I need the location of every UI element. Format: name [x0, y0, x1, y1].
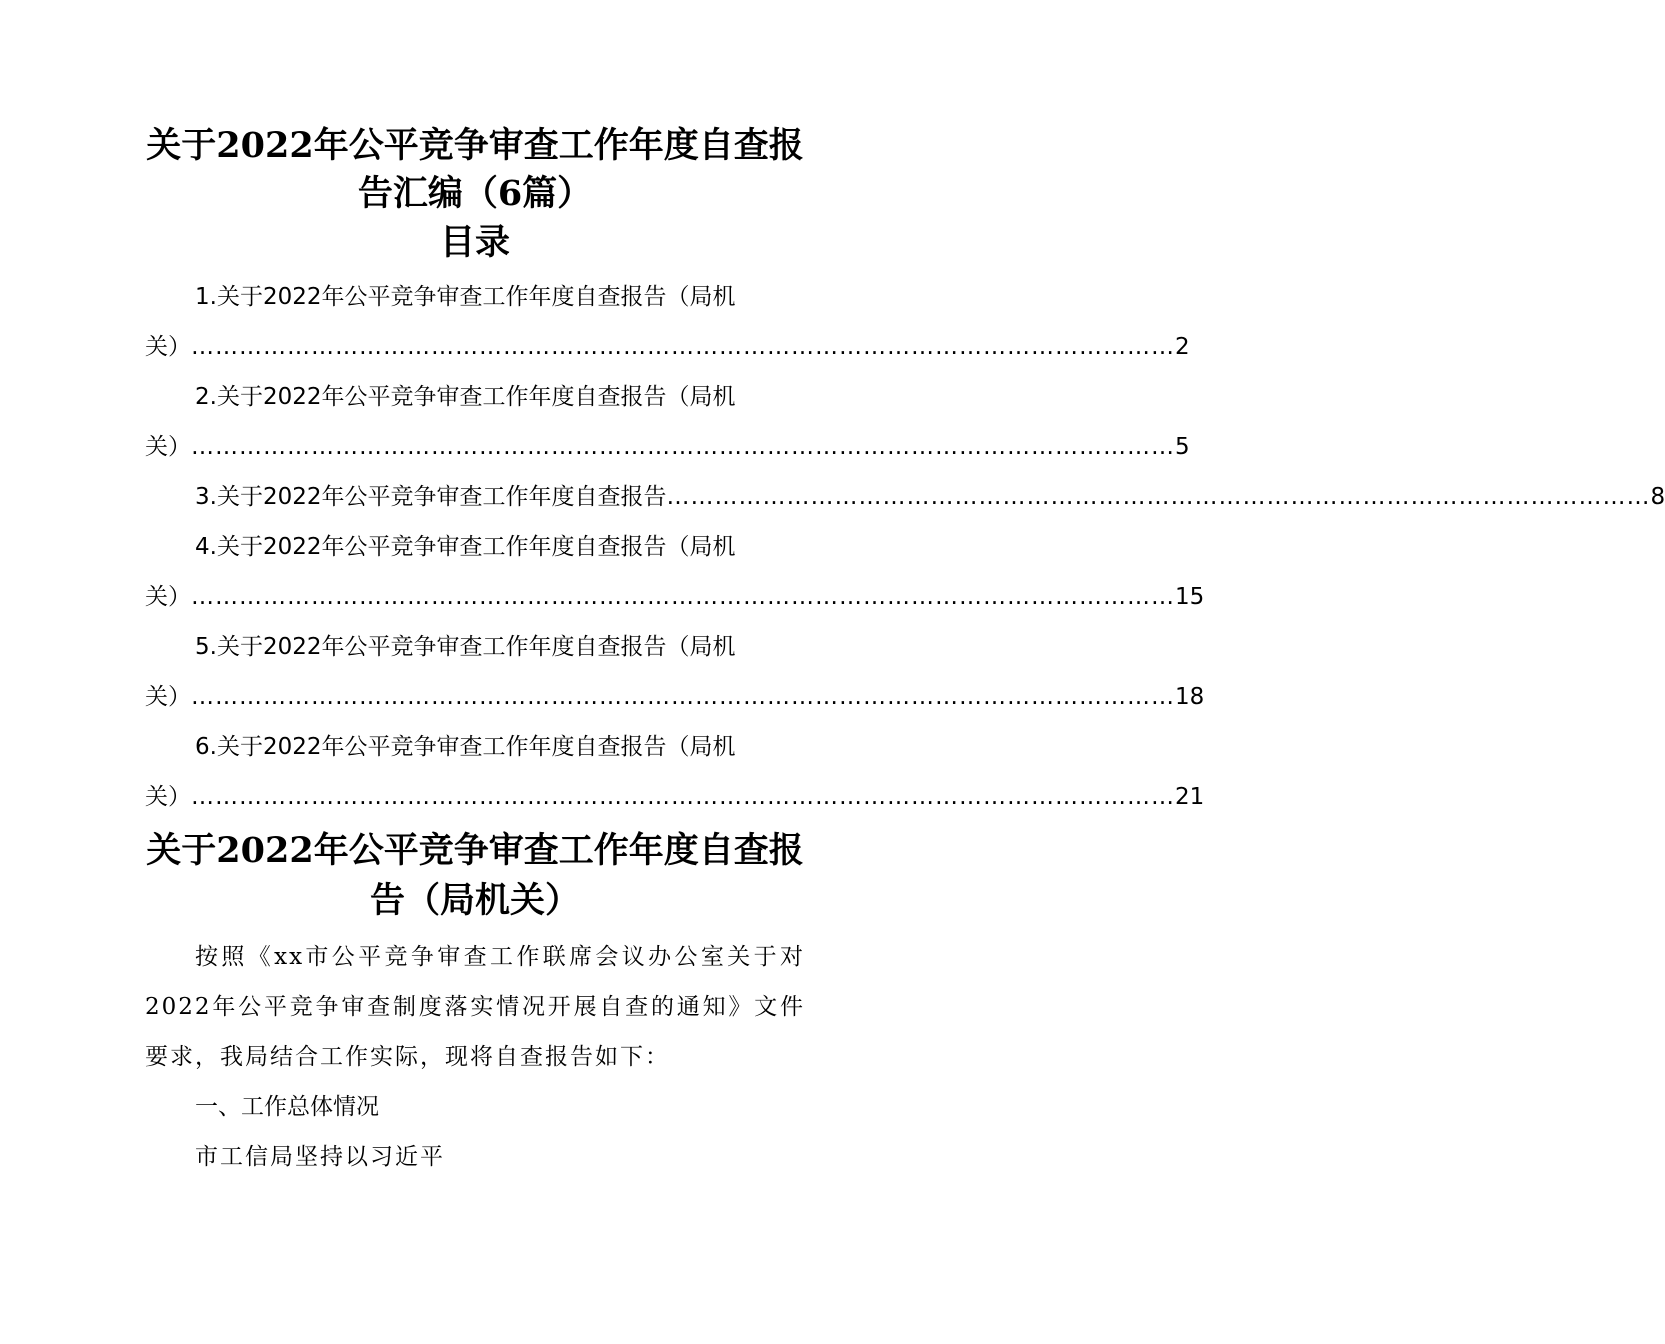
toc-page-number: 5	[1175, 434, 1190, 460]
toc-entry-title-end: 关）	[145, 584, 191, 610]
toc-dot-leader: ……………………………………………………………………………………………………………	[191, 684, 1175, 710]
toc-page-number: 21	[1175, 784, 1205, 810]
section-heading: 一、工作总体情况	[195, 1094, 379, 1120]
toc-entry-title-end: 关）	[145, 434, 191, 460]
intro-paragraph: 按照《xx市公平竞争审查工作联席会议办公室关于对2022年公平竞争审查制度落实情况开展自查的通知》文件要求，我局结合工作实际，现将自查报告如下：	[145, 944, 805, 1070]
toc-dot-leader: ……………………………………………………………………………………………………………	[666, 484, 1651, 510]
toc-entry[interactable]	[145, 722, 1205, 822]
toc-entry-title: 2.关于2022年公平竞争审查工作年度自查报告（局机	[195, 384, 736, 410]
article-title-line2: 告（局机关）	[369, 880, 580, 921]
toc-entry[interactable]	[145, 372, 1190, 472]
toc-entry-title: 4.关于2022年公平竞争审查工作年度自查报告（局机	[195, 534, 736, 560]
toc-dot-leader: ……………………………………………………………………………………………………………	[191, 334, 1175, 360]
toc-entry-continuation	[145, 772, 1205, 822]
toc-entry-continuation	[145, 322, 1190, 372]
article-title	[145, 826, 805, 926]
toc-entry-title: 5.关于2022年公平竞争审查工作年度自查报告（局机	[195, 634, 736, 660]
toc-entry[interactable]	[145, 622, 1205, 722]
toc-entry-continuation	[145, 672, 1205, 722]
toc-entry-continuation	[145, 422, 1190, 472]
section-paragraph: 市工信局坚持以习近平	[195, 1144, 445, 1170]
toc-dot-leader: ……………………………………………………………………………………………………………	[191, 434, 1175, 460]
toc-page-number: 15	[1175, 584, 1205, 610]
page-content	[145, 122, 1665, 1182]
article-title-line1: 关于2022年公平竞争审查工作年度自查报	[146, 830, 804, 871]
toc-entry-title-end: 关）	[145, 334, 191, 360]
toc-heading: 目录	[439, 222, 510, 263]
toc-entry[interactable]	[145, 272, 1190, 372]
toc-entry-title: 1.关于2022年公平竞争审查工作年度自查报告（局机	[195, 284, 736, 310]
toc-entry-title: 3.关于2022年公平竞争审查工作年度自查报告	[195, 484, 667, 510]
table-of-contents	[145, 272, 1665, 822]
document-title-line1: 关于2022年公平竞争审查工作年度自查报	[146, 125, 804, 166]
document-title-line2: 告汇编（6篇）	[357, 173, 593, 214]
toc-entry[interactable]	[145, 522, 1205, 622]
toc-entry-line	[145, 472, 1665, 522]
toc-entry-title: 6.关于2022年公平竞争审查工作年度自查报告（局机	[195, 734, 736, 760]
toc-page-number: 2	[1175, 334, 1190, 360]
toc-entry-title-end: 关）	[145, 784, 191, 810]
toc-entry[interactable]	[145, 472, 1665, 522]
toc-dot-leader: ……………………………………………………………………………………………………………	[191, 784, 1175, 810]
toc-page-number: 8	[1650, 484, 1665, 510]
toc-page-number: 18	[1175, 684, 1205, 710]
document-title	[145, 122, 805, 218]
toc-dot-leader: ……………………………………………………………………………………………………………	[191, 584, 1175, 610]
toc-entry-title-end: 关）	[145, 684, 191, 710]
toc-entry-continuation	[145, 572, 1205, 622]
